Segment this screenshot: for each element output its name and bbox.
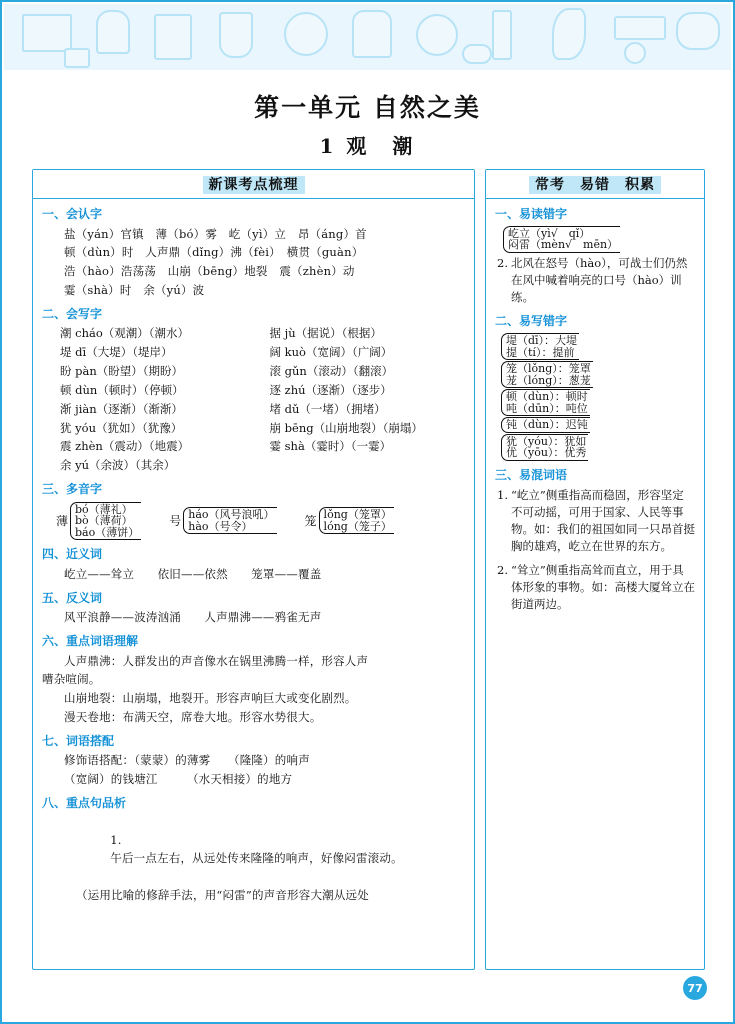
note-text: 北风在怒号（hào），可战士们仍然在风中喊着响亮的口号（hào）训练。 xyxy=(510,255,688,305)
keyword-line: 人声鼎沸：人群发出的声音像水在锅里沸腾一样，形容人声 xyxy=(64,653,369,668)
notebook-doodle-icon xyxy=(154,14,192,60)
section-title-antonyms: 五、反义词 xyxy=(42,590,103,605)
write-word: 余 yú（余波）（其余） xyxy=(60,458,176,473)
pencil-doodle-icon xyxy=(492,10,512,60)
write-word: 盼 pàn（盼望）（期盼） xyxy=(60,364,184,379)
keyword-line: 漫天卷地：布满天空，席卷大地。形容水势很大。 xyxy=(64,710,322,725)
miswritten-list xyxy=(495,333,695,461)
polyphone-reading: báo（薄饼） xyxy=(75,525,140,539)
mispronounced-note xyxy=(497,255,695,307)
synonym-line: 屹立——耸立 依旧——依然 笼罩——覆盖 xyxy=(64,566,322,581)
left-panel-header-text: 新课考点梳理 xyxy=(203,176,305,194)
miswritten-brace xyxy=(501,389,590,416)
write-word xyxy=(270,457,466,475)
polyphone-item xyxy=(169,507,276,534)
section-title-polyphone: 三、多音字 xyxy=(42,481,103,496)
left-panel-header xyxy=(33,170,474,199)
page-number-badge: 77 xyxy=(683,976,707,1000)
ruler-doodle-icon xyxy=(614,16,666,40)
collocation-line: 修饰语搭配：（蒙蒙）的薄雾 （隆隆）的响声 xyxy=(64,753,310,768)
item-text: “屹立”侧重指高而稳固，形容坚定不可动摇，可用于国家、人民等事物。如：我们的祖国如同一只昂首挺胸的雄鸡，屹立在世界的东方。 xyxy=(510,487,695,554)
item-number: 2. xyxy=(497,562,508,577)
sentence-number: 1. xyxy=(110,833,122,848)
write-word: 阔 kuò（宽阔）（广阔） xyxy=(269,345,393,360)
right-panel xyxy=(485,169,705,970)
write-word: 堵 dǔ（一堵）（拥堵） xyxy=(269,401,386,416)
collocation-line: （宽阔）的钱塘江 （水天相接）的地方 xyxy=(64,772,293,787)
decorative-header-band xyxy=(4,4,731,70)
item-text: “耸立”侧重指高耸而直立，用于具体形象的事物。如：高楼大厦耸立在街道两边。 xyxy=(510,562,695,612)
recognize-line: 盐（yán）官镇 薄（bó）雾 屹（yì）立 昂（áng）首 xyxy=(64,226,367,241)
miswritten-brace xyxy=(501,333,579,360)
mispronounced-list xyxy=(495,226,695,307)
miswritten-item: 优（yōu）：优秀 xyxy=(506,446,587,460)
flask-doodle-icon xyxy=(219,12,253,58)
section-title-write: 二、会写字 xyxy=(42,306,103,321)
write-word: 滚 gǔn（滚动）（翻滚） xyxy=(269,364,394,379)
miswritten-brace xyxy=(501,361,593,388)
globe-doodle-icon xyxy=(284,12,328,56)
polyphone-char: 号 xyxy=(169,513,182,528)
section-title-keyword-explain: 六、重点词语理解 xyxy=(42,633,139,648)
right-panel-header-text: 常考 易错 积累 xyxy=(529,176,661,194)
polyphone-brace xyxy=(70,502,141,541)
miswritten-pair xyxy=(501,434,695,461)
mispronounced-brace xyxy=(503,226,620,253)
write-word: 犹 yóu（犹如）（犹豫） xyxy=(60,420,183,435)
sentence-text: 午后一点左右，从远处传来隆隆的响声，好像闷雷滚动。 xyxy=(110,851,403,866)
miswritten-item: 茏（lóng）：葱茏 xyxy=(506,373,591,387)
miswritten-item: 顿（dùn）：顿时 xyxy=(506,390,588,404)
write-word: 潮 cháo（观潮）（潮水） xyxy=(60,326,190,341)
miswritten-item: 堤（dī）：大堤 xyxy=(506,334,578,348)
write-word: 崩 bēng（山崩地裂）（崩塌） xyxy=(269,420,423,435)
recognize-line: 顿（dùn）时 人声鼎（dǐng）沸（fèi） 横贯（guàn） xyxy=(64,245,364,260)
polyphone-reading: lóng（笼子） xyxy=(323,519,392,533)
mispronounced-item: 屹立（yì√ qǐ） xyxy=(508,226,591,240)
star-doodle-icon xyxy=(624,42,646,64)
miswritten-brace xyxy=(501,417,590,433)
bulb-doodle-icon xyxy=(96,10,130,54)
miswritten-brace xyxy=(501,434,588,461)
miswritten-pair xyxy=(501,417,695,433)
keyword-line: 山崩地裂：山崩塌，地裂开。形容声响巨大或变化剧烈。 xyxy=(64,691,357,706)
write-word: 霎 shà（霎时）（一霎） xyxy=(269,439,392,454)
triangle-doodle-icon xyxy=(64,48,90,68)
palette-doodle-icon xyxy=(676,12,720,50)
right-panel-header xyxy=(486,170,704,199)
miswritten-pair xyxy=(501,333,695,360)
section-title-recognize: 一、会认字 xyxy=(42,207,103,221)
miswritten-item: 钝（dùn）：迟钝 xyxy=(506,418,588,432)
miswritten-item: 犹（yóu）：犹如 xyxy=(506,434,587,448)
miswritten-item: 提（tí）：提前 xyxy=(506,345,575,359)
polyphone-reading: hào（号令） xyxy=(188,519,253,533)
sentence-item xyxy=(64,815,465,886)
write-word: 顿 dùn（顿时）（停顿） xyxy=(60,382,184,397)
recognize-line: 霎（shà）时 余（yú）波 xyxy=(64,283,205,298)
polyphone-char: 笼 xyxy=(304,513,317,528)
confusable-item xyxy=(497,562,695,614)
section-title-sentence-analysis: 八、重点句品析 xyxy=(42,796,127,811)
miswritten-item: 吨（dūn）：吨位 xyxy=(506,401,588,415)
write-word: 据 jù（据说）（根据） xyxy=(269,326,382,341)
polyphone-reading: bò（薄荷） xyxy=(75,514,133,528)
polyphone-brace xyxy=(319,507,394,534)
keyword-line: 嘈杂喧闹。 xyxy=(42,672,101,687)
miswritten-pair xyxy=(501,361,695,388)
dna-doodle-icon xyxy=(552,8,586,60)
lesson-title: 1 观 潮 xyxy=(319,134,416,158)
doodle-group xyxy=(4,4,731,70)
section-title-synonyms: 四、近义词 xyxy=(42,547,103,562)
section-title-collocation: 七、词语搭配 xyxy=(42,733,115,748)
write-word-grid xyxy=(42,325,465,475)
cloud-doodle-icon xyxy=(462,44,492,64)
miswritten-item: 笼（lǒng）：笼罩 xyxy=(506,362,591,376)
write-word: 逐 zhú（逐渐）（逐步） xyxy=(269,382,392,397)
polyphone-item xyxy=(56,502,141,541)
item-number: 1. xyxy=(497,487,508,502)
polyphone-reading: bó（薄礼） xyxy=(75,502,133,516)
section-title-mispronounced: 一、易读错字 xyxy=(495,207,568,221)
note-number: 2. xyxy=(497,255,508,270)
recognize-line: 浩（hào）浩荡荡 山崩（bēng）地裂 震（zhèn）动 xyxy=(64,264,355,279)
section-title-miswritten: 二、易写错字 xyxy=(495,314,568,329)
section-title-confusable: 三、易混词语 xyxy=(495,467,568,482)
left-panel-body xyxy=(33,199,474,910)
antonym-line: 风平浪静——波涛汹涌 人声鼎沸——鸦雀无声 xyxy=(64,610,322,625)
backpack-doodle-icon xyxy=(352,10,392,58)
clock-doodle-icon xyxy=(416,14,458,56)
content-columns xyxy=(32,169,705,970)
confusable-item xyxy=(497,487,695,556)
unit-title: 第一单元 自然之美 xyxy=(254,93,481,122)
confusable-list xyxy=(495,487,695,614)
sentence-analysis: （运用比喻的修辞手法，用“闷雷”的声音形容大潮从远处 xyxy=(76,887,369,902)
mispronounced-pair-group xyxy=(497,226,695,253)
mispronounced-item: 闷雷（mèn√ mēn） xyxy=(508,238,619,252)
mispronounced-pair xyxy=(503,226,695,253)
right-panel-body xyxy=(486,199,704,623)
polyphone-reading: lǒng（笼罩） xyxy=(323,508,392,522)
polyphone-reading: háo（风号浪吼） xyxy=(188,508,275,522)
write-word: 堤 dī（大堤）（堤岸） xyxy=(60,345,173,360)
book-doodle-icon xyxy=(22,14,72,52)
polyphone-char: 薄 xyxy=(56,513,69,528)
write-word: 渐 jiàn（逐渐）（渐渐） xyxy=(60,401,183,416)
polyphone-brace xyxy=(183,507,276,534)
polyphone-row xyxy=(42,502,465,541)
left-panel xyxy=(32,169,475,970)
miswritten-pair xyxy=(501,389,695,416)
polyphone-item xyxy=(305,507,394,534)
write-word: 震 zhèn（震动）（地震） xyxy=(60,439,190,454)
